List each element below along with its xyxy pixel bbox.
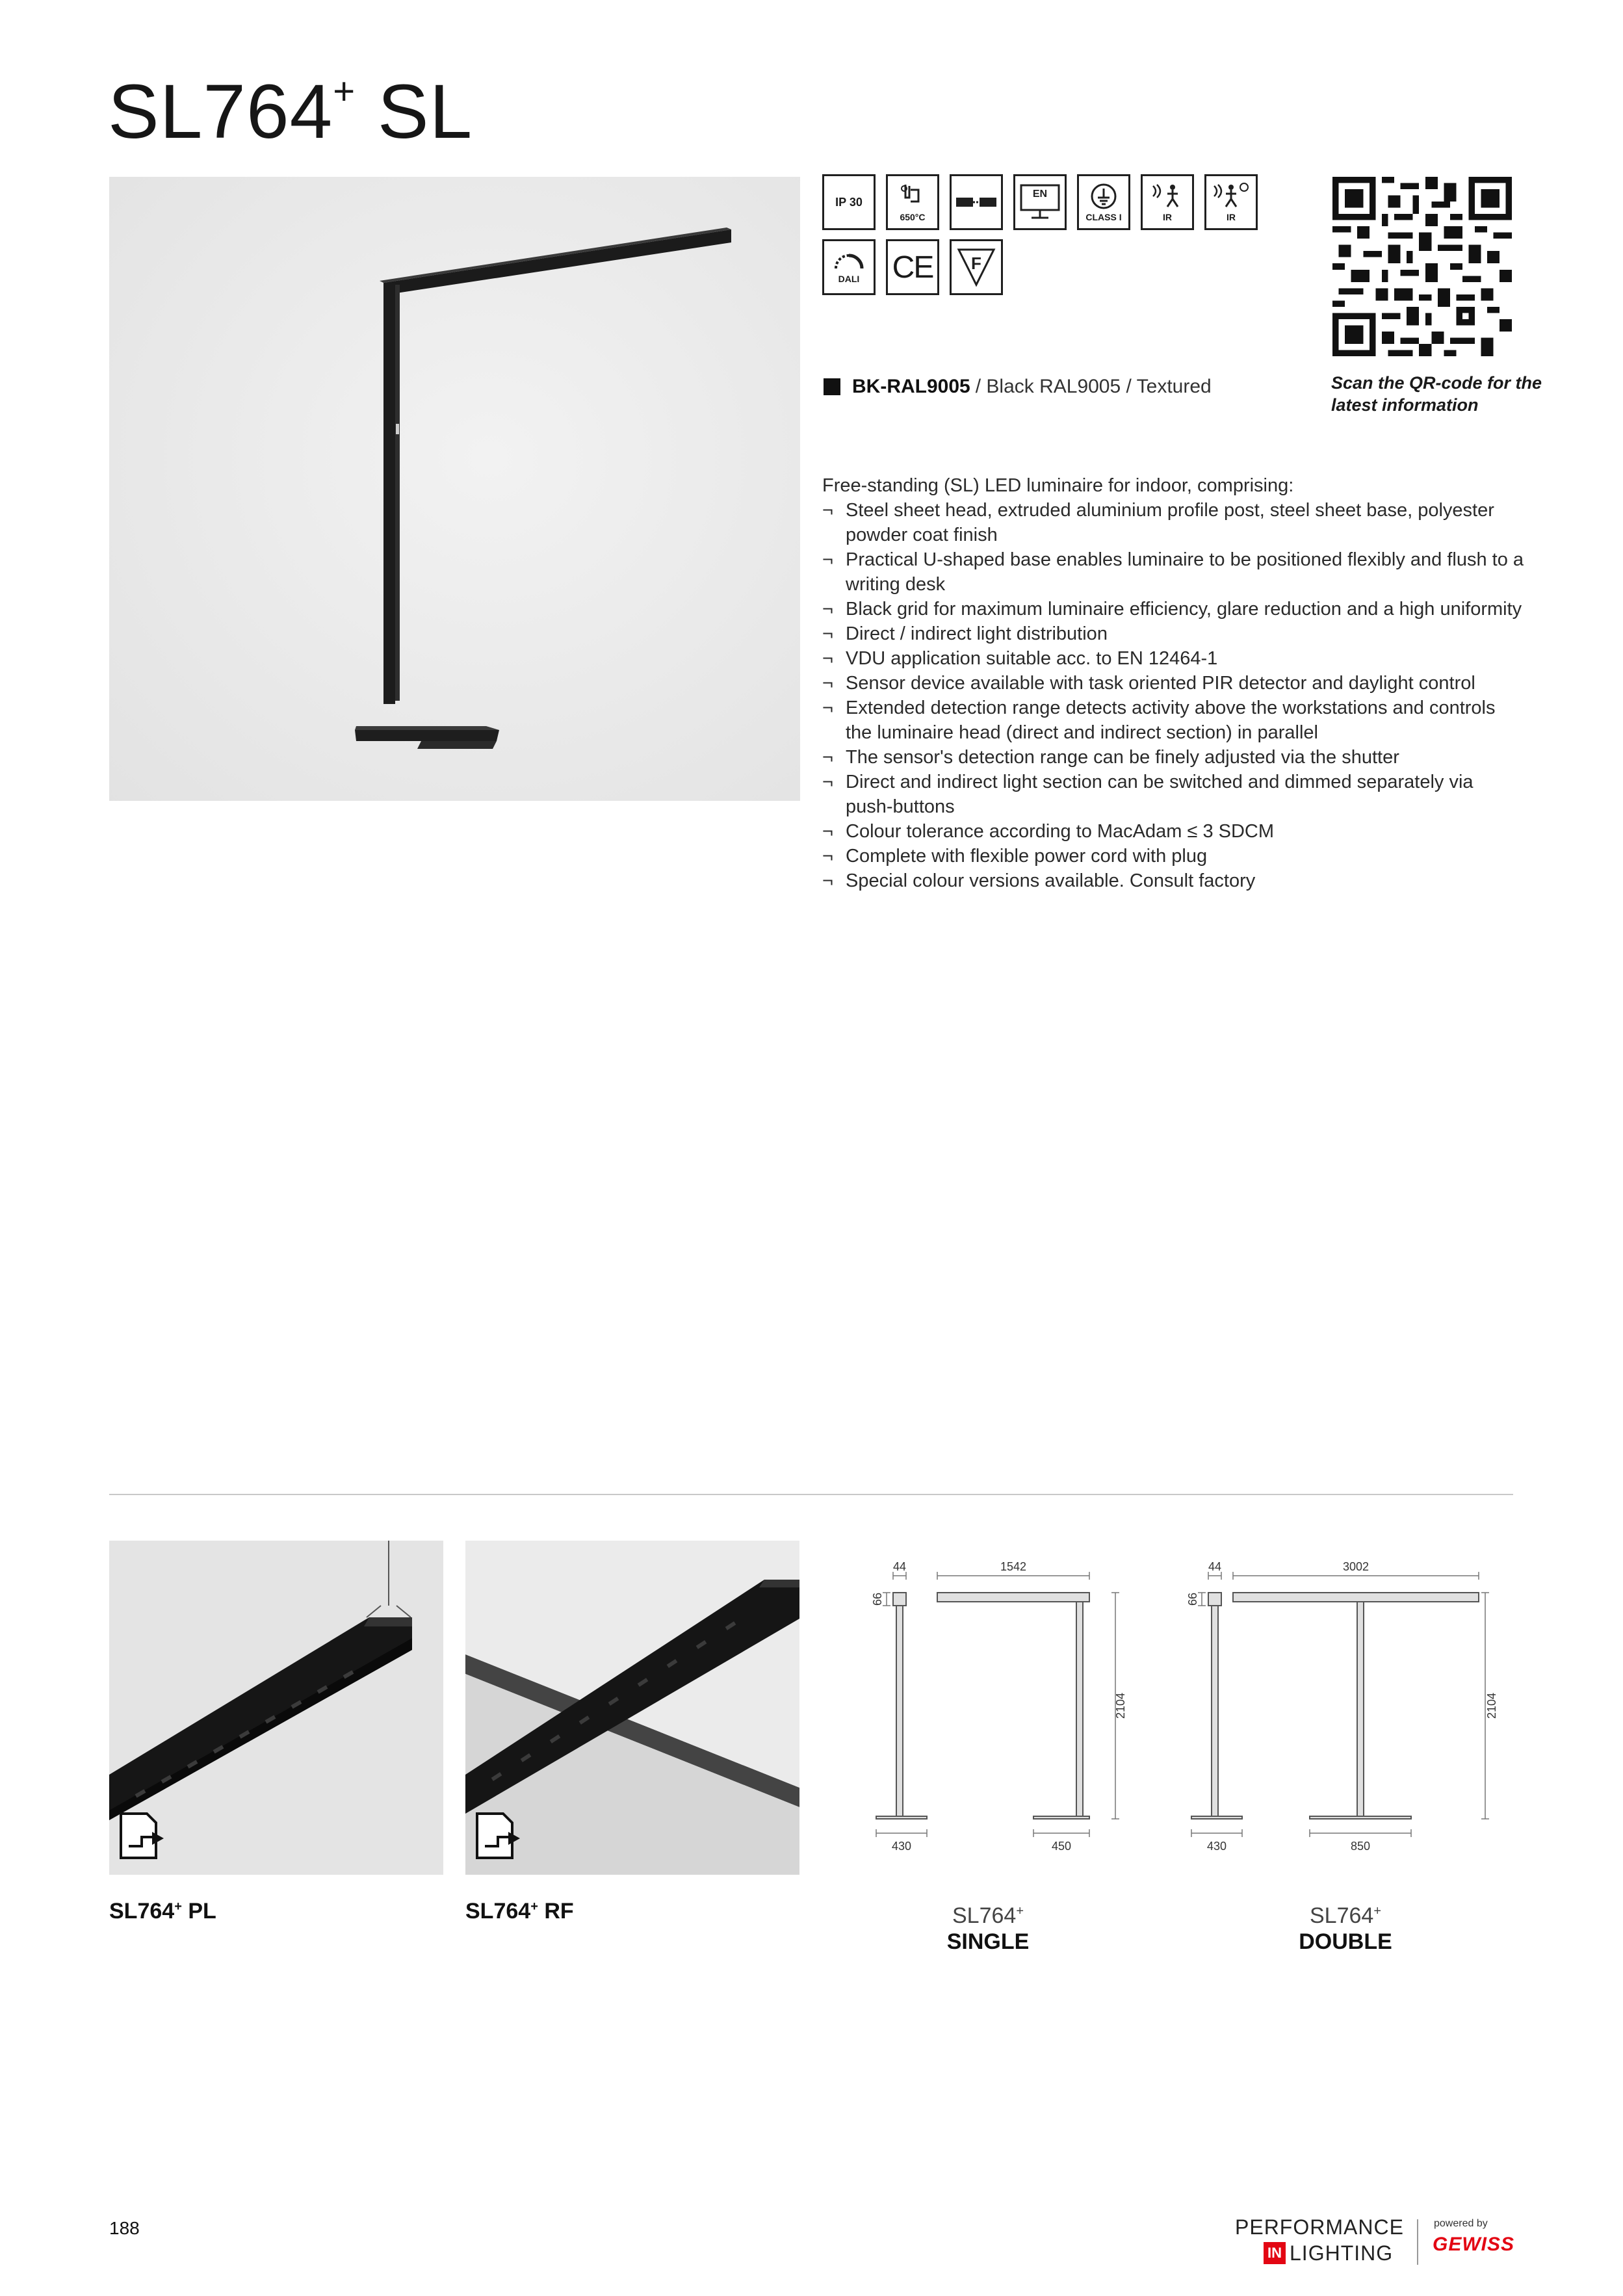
ir-daylight-sensor-icon: IR <box>1204 174 1258 230</box>
svg-text:430: 430 <box>1206 1840 1227 1853</box>
f-mark-icon <box>950 239 1003 295</box>
svg-text:3002: 3002 <box>1342 1560 1370 1573</box>
list-item: ¬ Extended detection range detects activity above the workstations and controls the luminaire head (direct and indirect section) in parallel <box>822 696 1524 745</box>
dali-icon: DALI <box>822 239 876 295</box>
svg-text:66: 66 <box>871 1592 884 1606</box>
list-item: ¬ Complete with flexible power cord with plug <box>822 844 1524 868</box>
list-item: ¬ Colour tolerance according to MacAdam ≤ 3 SDCM <box>822 819 1524 844</box>
ip-rating-icon: IP 30 <box>822 174 876 230</box>
variant-pl-image[interactable] <box>109 1541 443 1875</box>
list-item: ¬ Black grid for maximum luminaire efficiency, glare reduction and a high uniformity <box>822 597 1524 621</box>
svg-text:44: 44 <box>892 1560 907 1573</box>
list-item: ¬ Practical U-shaped base enables luminaire to be positioned flexibly and flush to a writing desk <box>822 547 1524 597</box>
list-item: ¬ The sensor's detection range can be finely adjusted via the shutter <box>822 745 1524 770</box>
qr-caption: Scan the QR-code for the latest information <box>1331 373 1542 415</box>
product-description <box>822 473 1524 893</box>
list-item: ¬ Direct / indirect light distribution <box>822 621 1524 646</box>
svg-text:2104: 2104 <box>1114 1692 1127 1719</box>
single-dimension-drawing <box>864 1560 1137 1859</box>
svg-text:2104: 2104 <box>1485 1692 1498 1719</box>
product-image <box>109 177 800 801</box>
vdu-icon <box>1013 174 1067 230</box>
page-number: 188 <box>109 2218 140 2238</box>
partner-logo: GEWISS <box>1433 2234 1515 2255</box>
list-item: ¬ Sensor device available with task oriented PIR detector and daylight control <box>822 671 1524 696</box>
list-item: ¬ Steel sheet head, extruded aluminium profile post, steel sheet base, polyester powder coat finish <box>822 498 1524 547</box>
svg-text:430: 430 <box>891 1840 912 1853</box>
ce-mark-icon: CE <box>886 239 939 295</box>
list-item: ¬ Direct and indirect light section can be switched and dimmed separately via push-buttons <box>822 770 1524 819</box>
ir-sensor-icon: IR <box>1141 174 1194 230</box>
svg-text:F: F <box>971 254 981 273</box>
list-item: ¬ Special colour versions available. Consult factory <box>822 868 1524 893</box>
brand-logo: PERFORMANCE IN LIGHTING powered by GEWISS <box>1235 2215 1515 2265</box>
single-label: SL764+ SINGLE <box>946 1903 1030 1954</box>
svg-text:850: 850 <box>1350 1840 1371 1853</box>
class-i-icon: CLASS I <box>1077 174 1130 230</box>
svg-text:66: 66 <box>1186 1592 1199 1606</box>
section-divider <box>109 1494 1513 1495</box>
list-item: ¬ VDU application suitable acc. to EN 12464-1 <box>822 646 1524 671</box>
svg-text:EN: EN <box>1032 189 1048 200</box>
finish-description: / Black RAL9005 / Textured <box>975 376 1212 397</box>
variant-pl-label[interactable]: SL764+ PL <box>109 1899 216 1924</box>
svg-text:450: 450 <box>1051 1840 1072 1853</box>
feature-list <box>822 498 1524 893</box>
page-title: SL764+ SL <box>108 69 473 155</box>
variant-rf-image[interactable] <box>465 1541 799 1875</box>
description-intro: Free-standing (SL) LED luminaire for indoor, comprising: <box>822 475 1294 496</box>
svg-text:44: 44 <box>1208 1560 1222 1573</box>
finish-code: BK-RAL9005 <box>852 376 970 397</box>
double-dimension-drawing <box>1180 1560 1518 1859</box>
svg-text:1542: 1542 <box>1000 1560 1027 1573</box>
qr-code[interactable] <box>1332 177 1512 356</box>
finish-option <box>824 376 1212 398</box>
glow-wire-icon: 650°C <box>886 174 939 230</box>
variant-rf-label[interactable]: SL764+ RF <box>465 1899 574 1924</box>
connector-icon <box>950 174 1003 230</box>
color-swatch <box>824 378 840 395</box>
double-label: SL764+ DOUBLE <box>1299 1903 1392 1954</box>
